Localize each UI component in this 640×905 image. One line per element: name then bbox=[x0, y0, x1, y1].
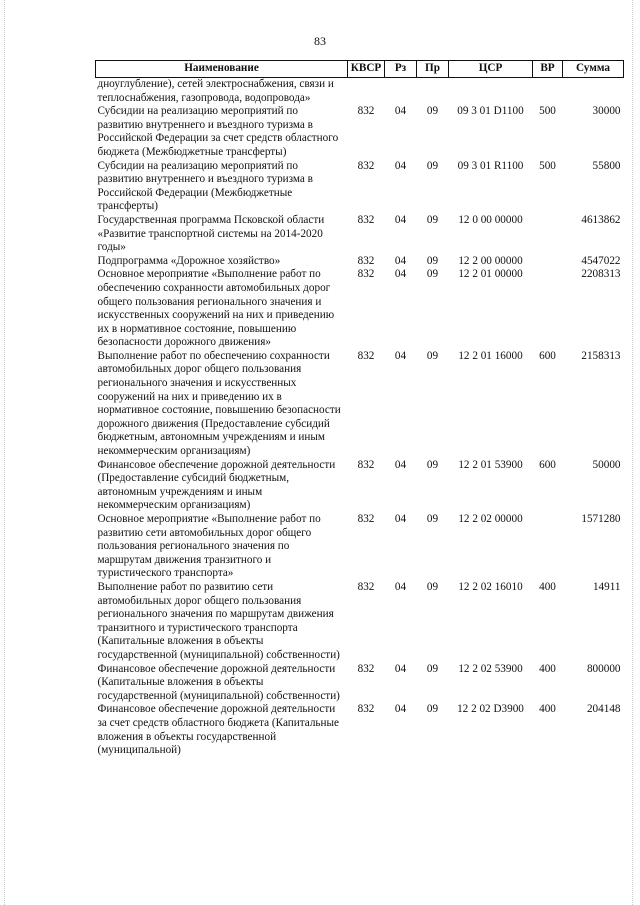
row-vr bbox=[533, 268, 563, 350]
row-name: Выполнение работ по обеспечению сохранности автомобильных дорог общего пользования регионального значения и искусственных сооружений на них и приведению их в нормативное состояние, повышению безопасности дорожного движения (Предоставление субсидий бюджетным, автономным учреждениям и иным некоммерческим организациям) bbox=[97, 349, 341, 458]
row-kvsr: 832 bbox=[357, 349, 375, 362]
header-csr: ЦСР bbox=[449, 61, 533, 78]
row-vr: 500 bbox=[539, 105, 556, 118]
row-sum: 50000 bbox=[592, 458, 621, 471]
table-row bbox=[96, 255, 624, 269]
row-kvsr: 832 bbox=[357, 458, 375, 471]
table-row bbox=[96, 459, 624, 513]
row-vr: 400 bbox=[539, 703, 556, 716]
row-kvsr: 832 bbox=[357, 105, 375, 118]
row-pr: 09 bbox=[426, 213, 439, 226]
row-sum: 204148 bbox=[586, 703, 621, 716]
row-sum: 4613862 bbox=[581, 213, 621, 226]
row-sum: 800000 bbox=[586, 662, 621, 675]
row-rz: 04 bbox=[394, 458, 407, 471]
row-vr: 600 bbox=[539, 349, 556, 362]
row-csr: 12 2 02 00000 bbox=[458, 513, 523, 525]
table-row bbox=[96, 105, 624, 159]
row-sum: 14911 bbox=[592, 580, 621, 593]
row-vr bbox=[533, 78, 563, 106]
row-pr: 09 bbox=[426, 268, 439, 281]
row-name: Финансовое обеспечение дорожной деятельности (Капитальные вложения в объекты государственной (муниципальной) собственности) bbox=[97, 662, 340, 702]
row-rz: 04 bbox=[394, 213, 407, 226]
row-vr: 500 bbox=[539, 159, 556, 172]
row-vr bbox=[533, 214, 563, 255]
row-csr: 12 2 02 D3900 bbox=[457, 703, 524, 716]
row-pr bbox=[417, 78, 449, 106]
row-rz: 04 bbox=[394, 159, 407, 172]
row-pr: 09 bbox=[426, 458, 439, 471]
row-csr: 12 2 00 00000 bbox=[458, 254, 523, 267]
row-name: Подпрограмма «Дорожное хозяйство» bbox=[97, 254, 281, 267]
row-name: Финансовое обеспечение дорожной деятельности за счет средств областного бюджета (Капитальные вложения в объекты государственной (муниципальной) bbox=[97, 703, 339, 757]
row-pr: 09 bbox=[426, 513, 439, 525]
row-pr: 09 bbox=[426, 105, 439, 118]
row-kvsr: 832 bbox=[357, 159, 375, 172]
row-name: Субсидии на реализацию мероприятий по развитию внутреннего и въездного туризма в Российской Федерации за счет средств областного бюджета (Межбюджетные трансферты) bbox=[97, 105, 339, 158]
table-row bbox=[96, 350, 624, 459]
table-row bbox=[96, 268, 624, 350]
row-csr: 12 2 01 53900 bbox=[458, 458, 523, 471]
header-kvsr: КВСР bbox=[348, 61, 385, 78]
row-sum: 4547022 bbox=[581, 254, 621, 267]
header-rz: Рз bbox=[385, 61, 417, 78]
page-number: 83 bbox=[314, 34, 326, 48]
row-kvsr: 832 bbox=[357, 513, 375, 525]
row-name: Основное мероприятие «Выполнение работ по развитию сети автомобильных дорог общего пользования регионального значения по маршрутам движения транзитного и туристического транспорта» bbox=[97, 513, 321, 580]
table-row bbox=[96, 663, 624, 704]
row-rz: 04 bbox=[394, 662, 407, 675]
row-kvsr: 832 bbox=[357, 580, 375, 593]
header-name: Наименование bbox=[96, 61, 348, 78]
row-vr: 400 bbox=[539, 662, 556, 675]
table-row bbox=[96, 581, 624, 663]
row-pr: 09 bbox=[426, 254, 439, 267]
header-sum: Сумма bbox=[563, 61, 624, 78]
row-csr bbox=[449, 78, 533, 106]
table-row bbox=[96, 513, 624, 581]
row-rz: 04 bbox=[394, 349, 407, 362]
row-name: дноуглубление), сетей электроснабжения, связи и теплоснабжения, газопровода, водопровода» bbox=[97, 78, 334, 104]
row-rz bbox=[385, 78, 417, 106]
row-sum: 2158313 bbox=[581, 349, 621, 362]
row-sum: 2208313 bbox=[581, 268, 621, 281]
row-sum bbox=[563, 78, 624, 106]
row-rz: 04 bbox=[394, 254, 407, 267]
row-csr: 09 3 01 R1100 bbox=[457, 159, 524, 172]
table-row bbox=[96, 78, 624, 106]
row-csr: 12 2 02 16010 bbox=[458, 580, 523, 593]
row-sum: 1571280 bbox=[581, 513, 621, 525]
row-rz: 04 bbox=[394, 105, 407, 118]
row-sum: 30000 bbox=[592, 105, 621, 118]
table-row bbox=[96, 703, 624, 757]
row-kvsr: 832 bbox=[357, 213, 375, 226]
row-name: Субсидии на реализацию мероприятий по развитию внутреннего и въездного туризма в Российской Федерации (Межбюджетные трансферты) bbox=[97, 159, 313, 213]
table-row bbox=[96, 214, 624, 255]
row-csr: 12 2 01 16000 bbox=[458, 349, 523, 362]
row-kvsr bbox=[348, 78, 385, 106]
row-pr: 09 bbox=[426, 662, 439, 675]
row-vr: 600 bbox=[539, 458, 556, 471]
table-row bbox=[96, 160, 624, 214]
row-pr: 09 bbox=[426, 703, 439, 716]
row-csr: 12 0 00 00000 bbox=[458, 213, 523, 226]
header-pr: Пр bbox=[417, 61, 449, 78]
row-kvsr: 832 bbox=[357, 703, 375, 716]
row-rz: 04 bbox=[394, 580, 407, 593]
row-vr bbox=[533, 513, 563, 581]
row-csr: 12 2 02 53900 bbox=[458, 662, 523, 675]
row-rz: 04 bbox=[394, 703, 407, 716]
row-pr: 09 bbox=[426, 159, 439, 172]
row-name: Выполнение работ по развитию сети автомобильных дорог общего пользования регионального значения по маршрутам движения транзитного и туристического транспорта (Капитальные вложения в объекты государственной (муниципальной) собственности) bbox=[97, 580, 340, 661]
row-rz: 04 bbox=[394, 268, 407, 281]
row-name: Финансовое обеспечение дорожной деятельности (Предоставление субсидий бюджетным, автономным учреждениям и иным некоммерческим организациям) bbox=[97, 458, 336, 512]
row-pr: 09 bbox=[426, 580, 439, 593]
row-pr: 09 bbox=[426, 349, 439, 362]
budget-table bbox=[95, 60, 624, 758]
row-csr: 09 3 01 D1100 bbox=[457, 105, 524, 118]
row-rz: 04 bbox=[394, 513, 407, 525]
row-name: Основное мероприятие «Выполнение работ по обеспечению сохранности автомобильных дорог общего пользования регионального значения и искусственных сооружений на них и приведению их в нормативное состояние, повышению безопасности дорожного движения» bbox=[97, 268, 335, 349]
row-kvsr: 832 bbox=[357, 662, 375, 675]
scan-edge-left bbox=[4, 0, 6, 905]
row-vr: 400 bbox=[539, 580, 556, 593]
table-header-row bbox=[96, 61, 624, 78]
row-kvsr: 832 bbox=[357, 254, 375, 267]
row-vr bbox=[533, 255, 563, 269]
header-vr: ВР bbox=[533, 61, 563, 78]
row-kvsr: 832 bbox=[357, 268, 375, 281]
row-csr: 12 2 01 00000 bbox=[458, 268, 523, 281]
scan-edge-right bbox=[632, 0, 634, 905]
row-name: Государственная программа Псковской области «Развитие транспортной системы на 2014-2020 годы» bbox=[97, 213, 325, 254]
row-sum: 55800 bbox=[592, 159, 621, 172]
